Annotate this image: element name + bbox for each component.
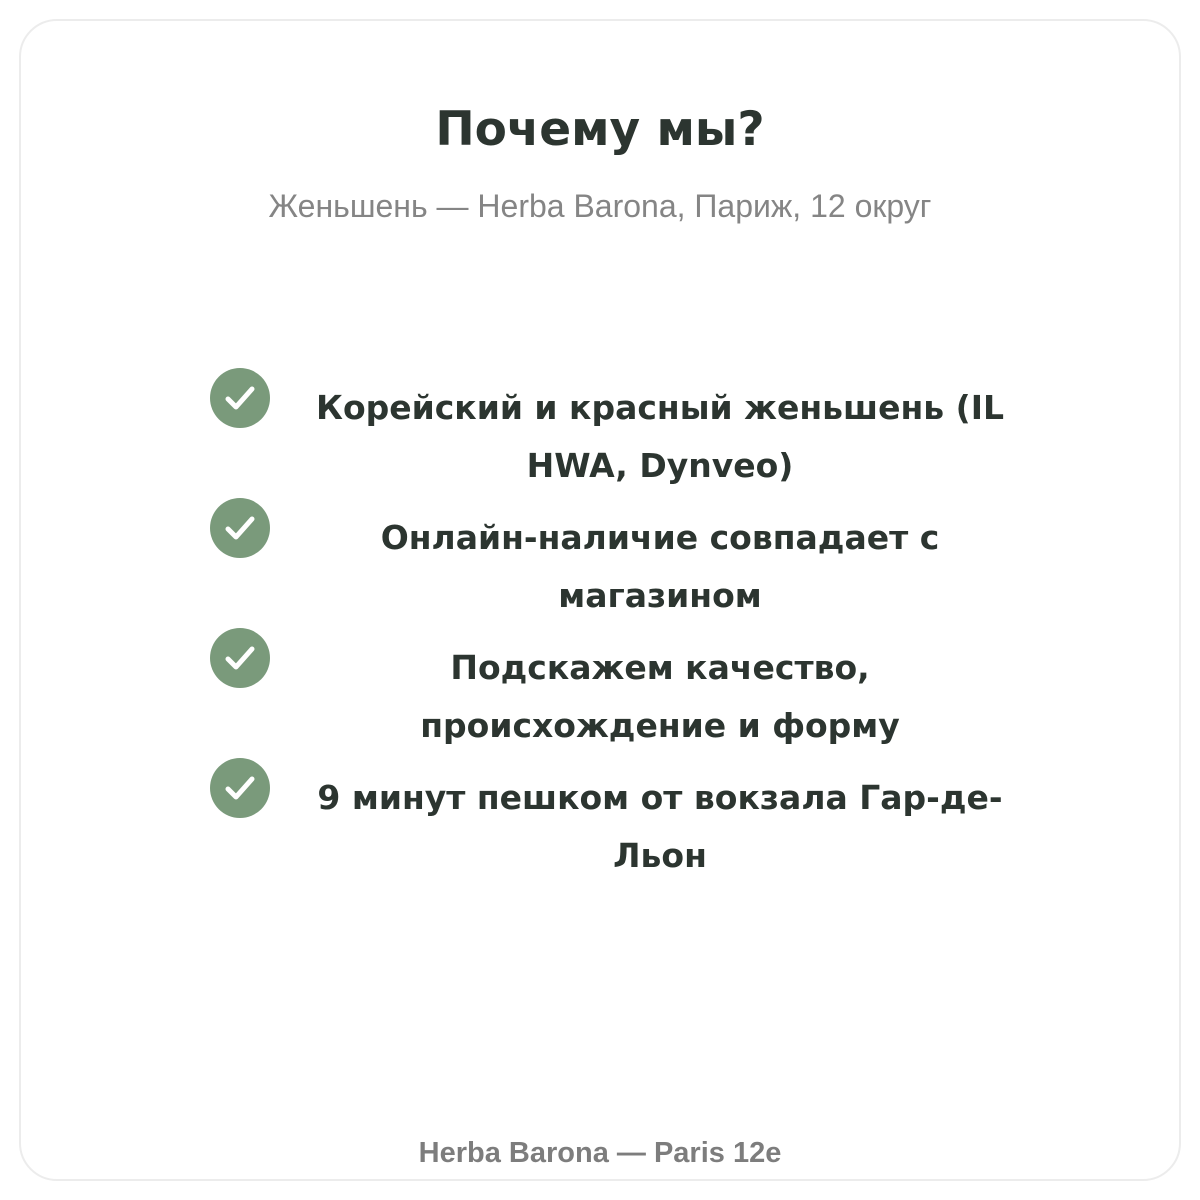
feature-item [205,625,1015,755]
feature-text: Подскажем качество, происхождение и форму [420,648,900,745]
feature-text: Корейский и красный женьшень (IL HWA, Dynveo) [315,388,1005,485]
feature-text: Онлайн-наличие совпадает с магазином [380,518,940,615]
feature-text: 9 минут пешком от вокзала Гар-де-Льон [317,778,1003,875]
footer-brand: Herba Barona — Paris 12e [418,1137,782,1169]
check-icon [210,368,270,428]
feature-item [205,755,1015,885]
feature-item [205,365,1015,495]
check-icon [210,758,270,818]
feature-item [205,495,1015,625]
check-icon [210,628,270,688]
check-icon [210,498,270,558]
feature-list [205,365,1015,885]
page-subtitle: Женьшень — Herba Barona, Париж, 12 округ [268,188,932,224]
page-title: Почему мы? [435,102,765,157]
